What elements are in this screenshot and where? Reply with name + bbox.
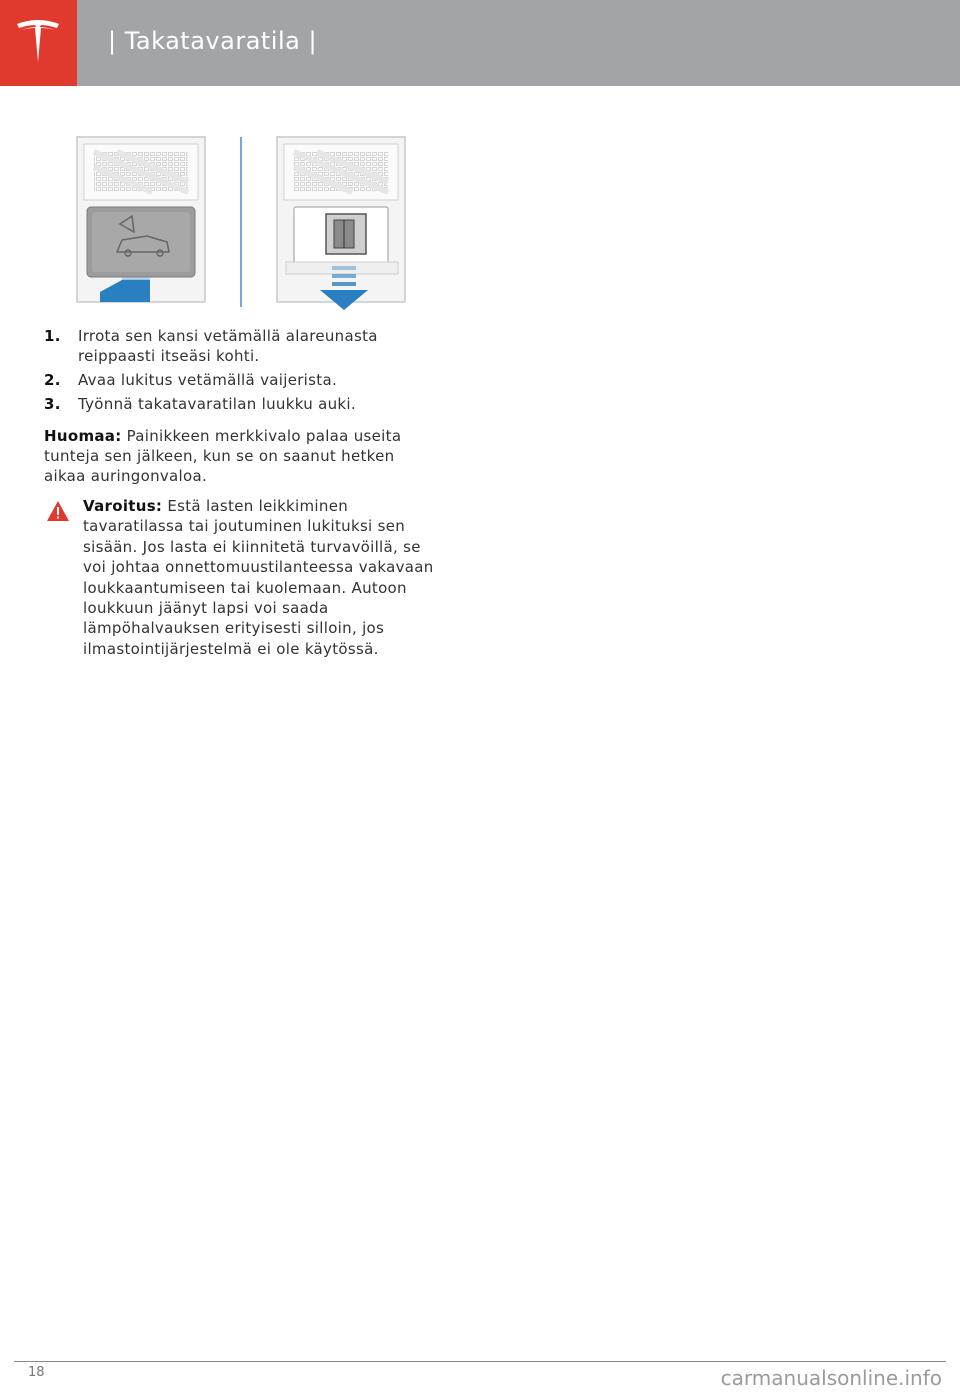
right-panel-diagram [277,137,405,310]
warning-label: Varoitus: [83,497,163,515]
rear-trunk-illustration [72,132,412,310]
brand-logo [0,0,77,86]
watermark: carmanualsonline.info [720,1366,942,1390]
note-label: Huomaa: [44,427,122,445]
step-item [44,394,444,414]
page-header [0,0,960,86]
note-paragraph [44,426,434,486]
step-number: 1. [44,327,61,345]
page-number: 18 [28,1365,45,1380]
step-number: 3. [44,395,61,413]
footer-divider [14,1361,946,1362]
step-item [44,326,444,366]
step-text: Avaa lukitus vetämällä vaijerista. [78,371,338,389]
note-text: Painikkeen merkkivalo palaa useita tunteja sen jälkeen, kun se on saanut hetken aikaa auringonvaloa. [44,427,402,485]
warning-block [44,496,444,659]
warning-text: Estä lasten leikkiminen tavaratilassa tai joutuminen lukituksi sen sisään. Jos lasta ei kiinnitetä turvavöillä, se voi johtaa onnettomuustilanteessa vakavaan loukkaantumiseen tai kuolemaan. Autoon loukkuun jäänyt lapsi voi saada lämpöhalvauksen erityisesti silloin, jos ilmastointijärjestelmä ei ole käytössä. [83,497,434,658]
step-text: Työnnä takatavaratilan luukku auki. [78,395,356,413]
instruction-steps [44,326,444,418]
section-title: | Takatavaratila | [108,27,318,55]
warning-triangle-icon [46,500,70,522]
warning-paragraph [83,496,444,659]
step-number: 2. [44,371,61,389]
left-panel-diagram [77,137,205,302]
step-item [44,370,444,390]
tesla-logo-icon [13,18,63,68]
step-text: Irrota sen kansi vetämällä alareunasta reippaasti itseäsi kohti. [78,327,378,365]
